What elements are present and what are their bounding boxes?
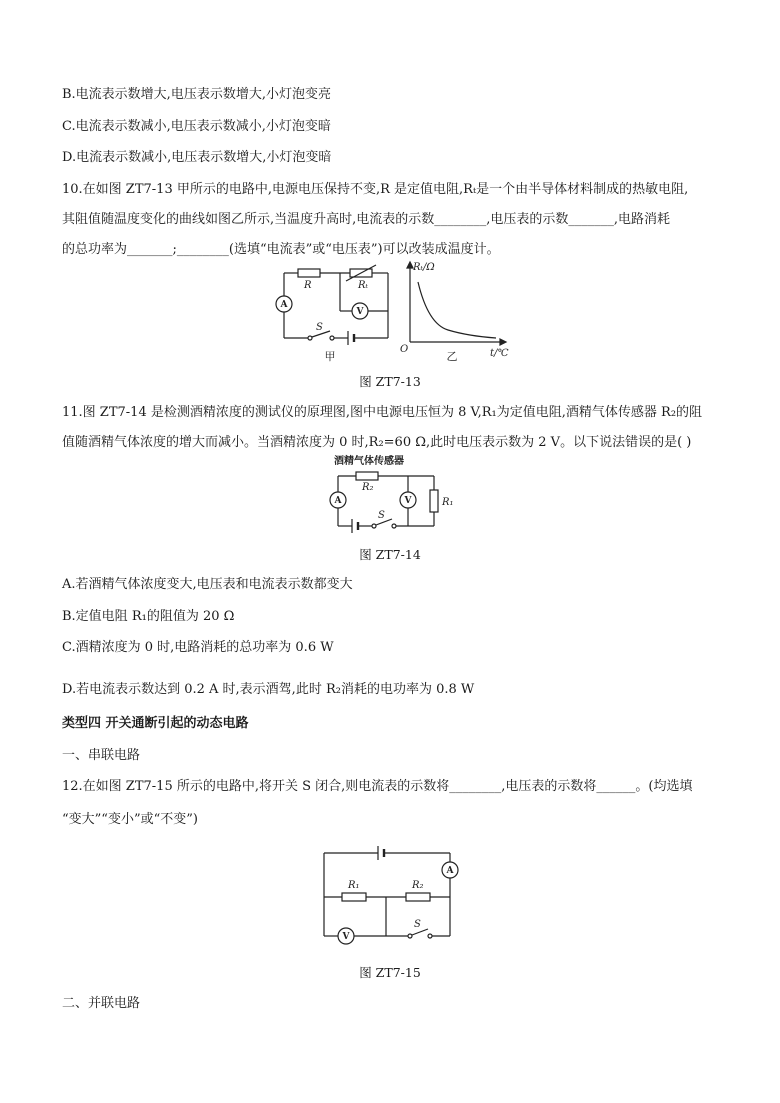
question-11-option-b: B.定值电阻 R₁的阻值为 20 Ω bbox=[62, 609, 235, 624]
label-rt: Rₜ bbox=[358, 280, 368, 291]
caption-zt7-15: 图 ZT7-15 bbox=[359, 965, 421, 980]
x-axis-label: t/℃ bbox=[490, 348, 509, 359]
label-s: S bbox=[378, 510, 385, 521]
subsection-series: 一、串联电路 bbox=[62, 748, 141, 763]
ammeter-icon: A bbox=[446, 866, 454, 876]
label-r2: R₂ bbox=[412, 880, 424, 891]
label-yi: 乙 bbox=[446, 350, 458, 363]
label-r1: R₁ bbox=[442, 497, 454, 508]
figure-zt7-13 bbox=[270, 262, 510, 362]
label-s: S bbox=[414, 919, 421, 930]
label-r1: R₁ bbox=[348, 880, 360, 891]
question-10-line-1: 10.在如图 ZT7-13 甲所示的电路中,电源电压保持不变,R 是定值电阻,Rₜ是一个由半导体材料制成的热敏电阻, bbox=[62, 182, 689, 197]
origin-label: O bbox=[400, 344, 409, 355]
figure-zt7-14 bbox=[324, 454, 464, 536]
ammeter-icon: A bbox=[334, 496, 342, 506]
voltmeter-icon: V bbox=[342, 932, 350, 942]
y-axis-label: Rₜ/Ω bbox=[413, 262, 435, 273]
question-11-option-d: D.若电流表示数达到 0.2 A 时,表示酒驾,此时 R₂消耗的电功率为 0.8 W bbox=[62, 682, 475, 697]
label-s: S bbox=[316, 322, 323, 333]
question-12-line-2: “变大”“变小”或“不变”) bbox=[62, 812, 198, 827]
section-heading-type-4: 类型四 开关通断引起的动态电路 bbox=[62, 716, 249, 731]
sensor-label: 酒精气体传感器 bbox=[334, 456, 404, 467]
caption-zt7-13: 图 ZT7-13 bbox=[359, 374, 421, 389]
ammeter-icon: A bbox=[280, 300, 288, 310]
question-11-line-1: 11.图 ZT7-14 是检测酒精浓度的测试仪的原理图,图中电源电压恒为 8 V,R₁为定值电阻,酒精气体传感器 R₂的阻 bbox=[62, 405, 703, 420]
option-b: B.电流表示数增大,电压表示数增大,小灯泡变亮 bbox=[62, 87, 331, 102]
caption-zt7-14: 图 ZT7-14 bbox=[359, 547, 421, 562]
question-10-line-2: 其阻值随温度变化的曲线如图乙所示,当温度升高时,电流表的示数________,电压表的示数_______,电路消耗 bbox=[62, 212, 671, 227]
voltmeter-icon: V bbox=[356, 307, 364, 317]
label-r: R bbox=[304, 280, 312, 291]
option-d: D.电流表示数减小,电压表示数增大,小灯泡变暗 bbox=[62, 150, 332, 165]
label-r2: R₂ bbox=[362, 482, 374, 493]
figure-zt7-15 bbox=[316, 843, 466, 943]
label-jia: 甲 bbox=[324, 350, 336, 363]
question-11-option-a: A.若酒精气体浓度变大,电压表和电流表示数都变大 bbox=[62, 577, 353, 592]
subsection-parallel: 二、并联电路 bbox=[62, 996, 141, 1011]
question-10-line-3: 的总功率为_______;________(选填“电流表”或“电压表”)可以改装成温度计。 bbox=[62, 242, 500, 257]
question-11-option-c: C.酒精浓度为 0 时,电路消耗的总功率为 0.6 W bbox=[62, 640, 334, 655]
question-11-line-2: 值随酒精气体浓度的增大而减小。当酒精浓度为 0 时,R₂=60 Ω,此时电压表示数为 2 V。以下说法错误的是( ) bbox=[62, 435, 692, 450]
question-12-line-1: 12.在如图 ZT7-15 所示的电路中,将开关 S 闭合,则电流表的示数将________,电压表的示数将______。(均选填 bbox=[62, 779, 693, 794]
voltmeter-icon: V bbox=[404, 496, 412, 506]
option-c: C.电流表示数减小,电压表示数减小,小灯泡变暗 bbox=[62, 119, 331, 134]
